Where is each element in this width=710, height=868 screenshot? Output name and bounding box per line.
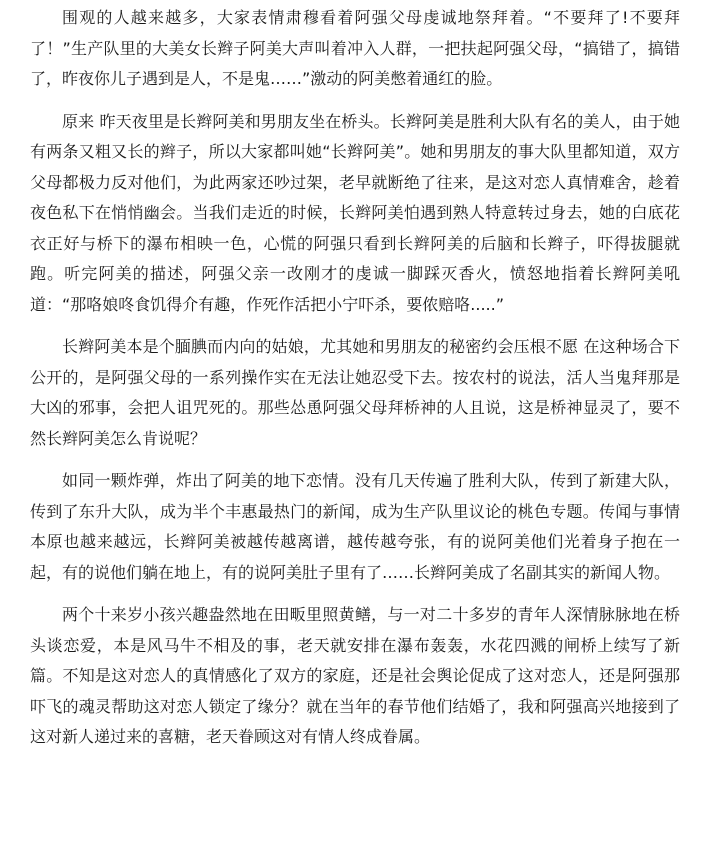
paragraph-4: 如同一颗炸弹，炸出了阿美的地下恋情。没有几天传遍了胜利大队，传到了新建大队，传到了东升大队，成为半个丰惠最热门的新闻，成为生产队里议论的桃色专题。传闻与事情本原也越来越远，长辫阿美被越传越离谱，越传越夸张，有的说阿美他们光着身子抱在一起，有的说他们躺在地上，有的说阿美肚子里有了……长辫阿美成了名副其实的新闻人物。 <box>30 471 680 582</box>
paragraph-1: 围观的人越来越多，大家表情肃穆看着阿强父母虔诚地祭拜着。“不要拜了!不要拜了！”生产队里的大美女长辫子阿美大声叫着冲入人群，一把扶起阿强父母，“搞错了，搞错了，昨夜你儿子遇到是人，不是鬼……”激动的阿美憋着通红的脸。 <box>30 8 680 88</box>
paragraph-2: 原来 昨天夜里是长辫阿美和男朋友坐在桥头。长辫阿美是胜利大队有名的美人，由于她有两条又粗又长的辫子，所以大家都叫她“长辫阿美”。她和男朋友的事大队里都知道，双方父母都极力反对他们，为此两家还吵过架，老早就断绝了往来，是这对恋人真情难舍，趁着夜色私下在悄悄幽会。当我们走近的时候，长辫阿美怕遇到熟人特意转过身去，她的白底花衣正好与桥下的瀑布相映一色，心慌的阿强只看到长辫阿美的后脑和长辫子，吓得拔腿就跑。听完阿美的描述，阿强父亲一改刚才的虔诚一脚踩灭香火，愤怒地指着长辫阿美吼道：“那咯娘咚食饥得介有趣，作死作活把小宁吓杀，要侬赔咯.....” <box>30 111 680 314</box>
paragraph-3: 长辫阿美本是个腼腆而内向的姑娘，尤其她和男朋友的秘密约会压根不愿 在这种场合下公开的，是阿强父母的一系列操作实在无法让她忍受下去。按农村的说法，活人当鬼拜那是大凶的邪事，会把人诅咒死的。那些怂恿阿强父母拜桥神的人且说，这是桥神显灵了，要不然长辫阿美怎么肯说呢？ <box>30 337 680 448</box>
article-body <box>30 3 680 753</box>
paragraph-5: 两个十来岁小孩兴趣盎然地在田畈里照黄鳝，与一对二十多岁的青年人深情脉脉地在桥头谈恋爱，本是风马牛不相及的事，老天就安排在瀑布轰轰，水花四溅的闸桥上续写了新篇。不知是这对恋人的真情感化了双方的家庭，还是社会舆论促成了这对恋人，还是阿强那吓飞的魂灵帮助这对恋人锁定了缘分？就在当年的春节他们结婚了，我和阿强高兴地接到了这对新人递过来的喜糖，老天眷顾这对有情人终成眷属。 <box>30 605 680 746</box>
